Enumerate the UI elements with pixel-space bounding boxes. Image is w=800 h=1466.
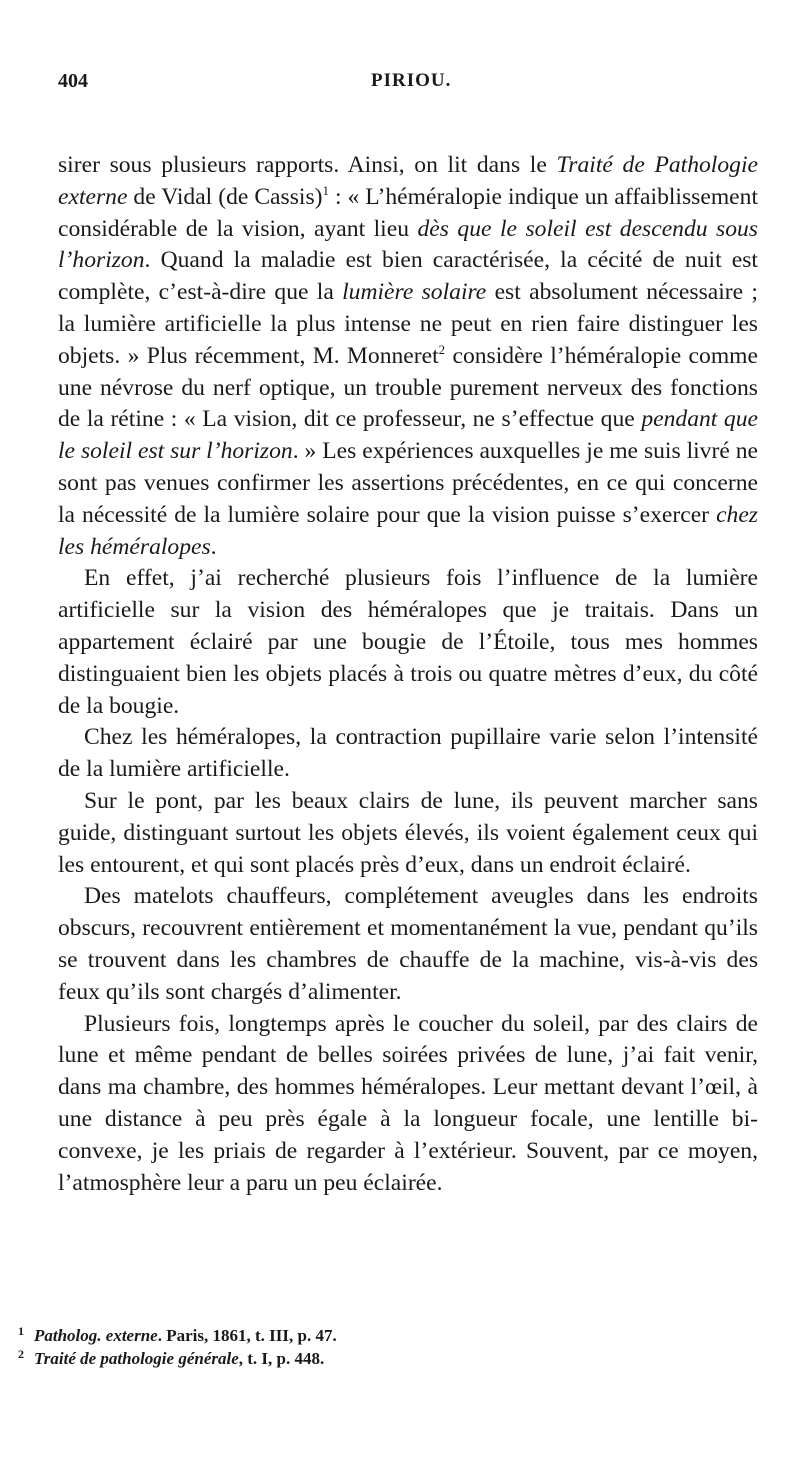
footnote-ref-1: 1 [322,182,329,198]
paragraph-3: Chez les héméralopes, la contraction pupillaire varie selon l’intensité de la lumière artificielle. [58,724,758,783]
footnote-2 [18,1347,698,1370]
text-run: . Quand la maladie est bien caractérisée, la cécité de nuit est complète, c’est-à-dire que la [58,247,758,306]
footnote-1 [18,1324,698,1347]
italic-run: pendant que le soleil est sur l’horizon [58,406,758,465]
italic-run: dès que le soleil est descendu sous l’horizon [58,215,758,274]
footnote-title: Patholog. externe [34,1326,158,1345]
body-text [58,150,758,1199]
page-number: 404 [58,70,88,92]
footnote-title: Traité de pathologie générale [34,1349,239,1368]
footnote-citation: . Paris, 1861, t. III, p. 47. [157,1326,337,1345]
running-head: PIRIOU. [371,70,452,91]
footnote-ref-2: 2 [438,341,446,357]
paragraph-2: En effet, j’ai recherché plusieurs fois l’influence de la lumière artificielle sur la vision des héméralopes que je traitais. Dans un appartement éclairé par une bougie de l’Étoile, tous mes hommes distinguaient bien les objets placés à trois ou quatre mètres d’eux, du côté de la bougie. [58,565,758,719]
text-run: . » Les expériences auxquelles je me suis livré ne sont pas venues confirmer les assertions précédentes, en ce qui concerne la nécessité de la lumière solaire pour que la vision puisse s’exercer [58,438,758,528]
paragraph-1 [58,150,758,563]
text-run: . [210,533,217,560]
page-header [58,70,758,106]
footnotes [18,1324,698,1370]
footnote-citation: , t. I, p. 448. [238,1349,325,1368]
text-run: est absolument nécessaire ; la lumière artificielle la plus intense ne peut en rien faire distinguer les objets. » Plus récemment, M. Monneret [58,279,758,369]
paragraph-4: Sur le pont, par les beaux clairs de lune, ils peuvent marcher sans guide, distinguant surtout les objets élevés, ils voient également ceux qui les entourent, et qui sont placés près d’eux, dans un endroit éclairé. [58,787,758,878]
italic-run: chez les héméralopes [58,501,758,560]
italic-run: lumière solaire [342,279,487,306]
book-page [58,70,758,1196]
text-run: : « L’héméralopie indique un affaiblissement considérable de la vision, ayant lieu [58,183,758,242]
text-run: de Vidal (de Cassis) [127,183,323,210]
text-run: considère l’héméralopie comme une névrose du nerf optique, un trouble purement nerveux des fonctions de la rétine : « La vision, dit ce professeur, ne s’effectue que [58,342,758,433]
italic-run: Traité de Pathologie externe [58,152,758,210]
paragraph-6: Plusieurs fois, longtemps après le coucher du soleil, par des clairs de lune et même pendant de belles soirées privées de lune, j’ai fait venir, dans ma chambre, des hommes héméralopes. Leur mettant devant l’œil, à une distance à peu près égale à la longueur focale, une lentille bi-convexe, je les priais de regarder à l’extérieur. Souvent, par ce moyen, l’atmosphère leur a paru un peu éclairée. [58,1010,758,1196]
footnote-mark: 1 [18,1324,24,1338]
footnote-mark: 2 [18,1347,24,1361]
paragraph-5: Des matelots chauffeurs, complétement aveugles dans les endroits obscurs, recouvrent entièrement et momentanément la vue, pendant qu’ils se trouvent dans les chambres de chauffe de la machine, vis-à-vis des feux qu’ils sont chargés d’alimenter. [58,883,758,1005]
text-run: sirer sous plusieurs rapports. Ainsi, on lit dans le [58,152,557,178]
